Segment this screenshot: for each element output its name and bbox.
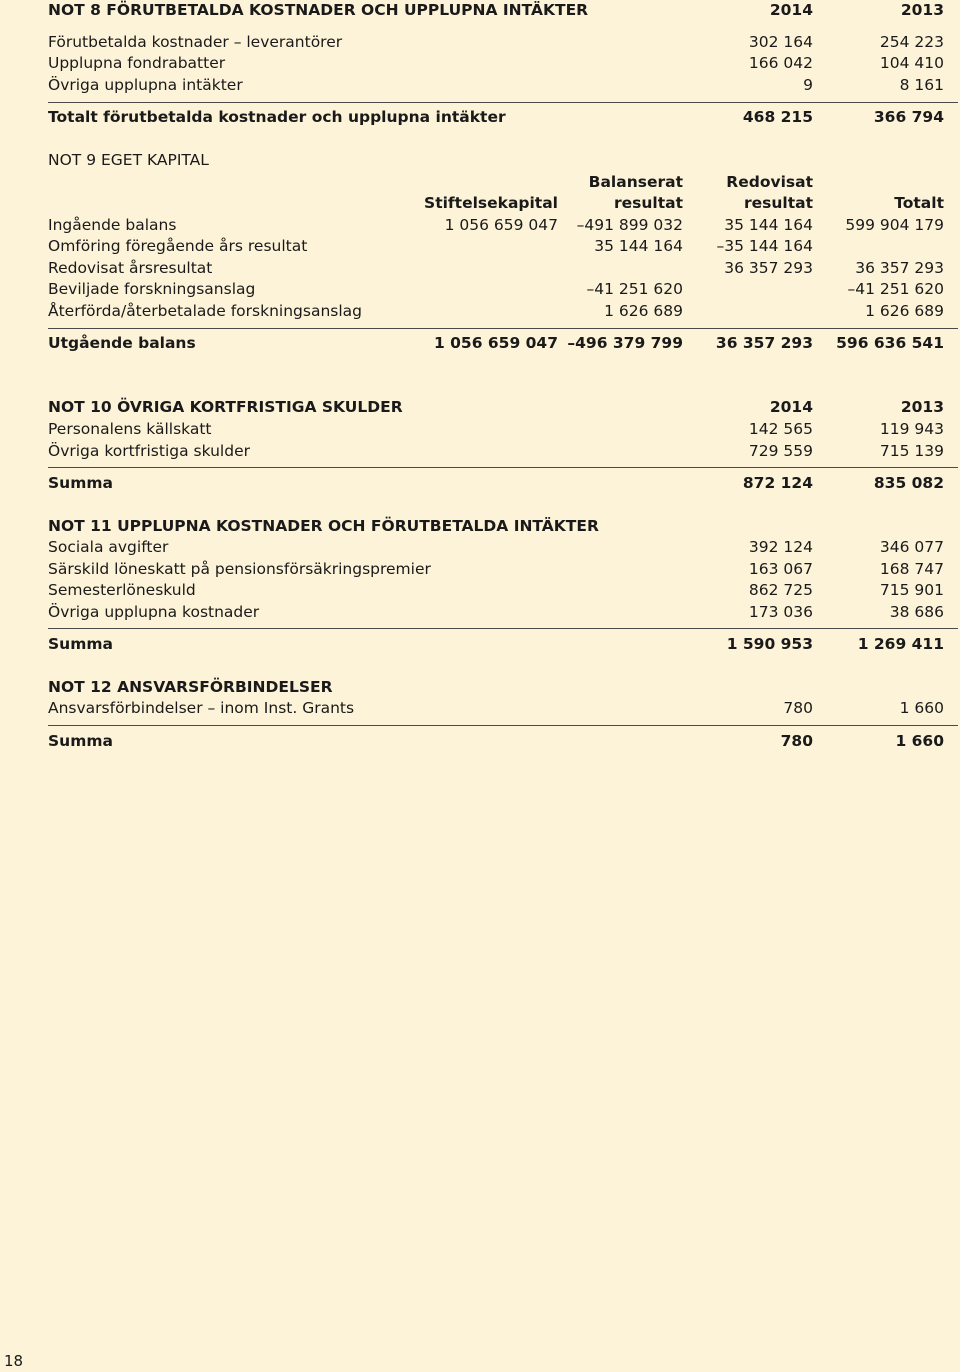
- value-2013: 715 901: [879, 581, 944, 599]
- total-row: [48, 730, 944, 752]
- row-label: Särskild löneskatt på pensionsförsäkringspremier: [48, 560, 431, 578]
- value-totalt: 36 357 293: [855, 259, 944, 277]
- value-redovisat: –35 144 164: [716, 237, 813, 255]
- row-label: Ingående balans: [48, 216, 177, 234]
- total-2014: 780: [780, 732, 813, 750]
- row-label: Personalens källskatt: [48, 420, 212, 438]
- total-2014: 468 215: [742, 108, 813, 126]
- total-redovisat: 36 357 293: [715, 334, 813, 352]
- table-row: [48, 235, 944, 257]
- value-2013: 168 747: [879, 560, 944, 578]
- note11-title: NOT 11 UPPLUPNA KOSTNADER OCH FÖRUTBETALDA INTÄKTER: [48, 517, 599, 535]
- total-2014: 1 590 953: [726, 635, 813, 653]
- table-row: [48, 558, 944, 580]
- divider: [48, 467, 958, 468]
- row-label: Omföring föregående års resultat: [48, 237, 308, 255]
- table-row: [48, 536, 944, 558]
- row-label: Upplupna fondrabatter: [48, 54, 226, 72]
- total-label: Summa: [48, 474, 113, 492]
- table-row: [48, 31, 944, 53]
- table-row: [48, 601, 944, 623]
- value-totalt: 1 626 689: [865, 302, 944, 320]
- total-2013: 1 269 411: [857, 635, 944, 653]
- note9-header: [48, 149, 944, 171]
- note12-title: NOT 12 ANSVARSFÖRBINDELSER: [48, 678, 333, 696]
- table-row: [48, 697, 944, 719]
- value-2013: 715 139: [879, 442, 944, 460]
- row-label: Förutbetalda kostnader – leverantörer: [48, 33, 343, 51]
- note8-col-2013: 2013: [900, 1, 944, 19]
- note12-header: [48, 676, 944, 698]
- note8-col-2014: 2014: [769, 1, 813, 19]
- value-totalt: 599 904 179: [845, 216, 944, 234]
- total-row: [48, 106, 944, 128]
- total-2013: 1 660: [895, 732, 944, 750]
- value-redovisat: 36 357 293: [724, 259, 813, 277]
- table-row: [48, 52, 944, 74]
- row-label: Ansvarsförbindelser – inom Inst. Grants: [48, 699, 355, 717]
- table-row: [48, 74, 944, 96]
- total-row: [48, 472, 944, 494]
- row-label: Återförda/återbetalade forskningsanslag: [48, 302, 363, 320]
- value-2014: 163 067: [748, 560, 813, 578]
- total-totalt: 596 636 541: [836, 334, 944, 352]
- header-redovisat-resultat: resultat: [743, 194, 813, 212]
- divider: [48, 102, 958, 103]
- table-row: [48, 440, 944, 462]
- divider: [48, 328, 958, 329]
- total-stiftelsekapital: 1 056 659 047: [433, 334, 558, 352]
- value-redovisat: 35 144 164: [724, 216, 813, 234]
- value-2013: 104 410: [879, 54, 944, 72]
- row-label: Övriga upplupna kostnader: [48, 603, 260, 621]
- total-row: [48, 633, 944, 655]
- note9-column-headers: [48, 192, 944, 214]
- value-2014: 862 725: [748, 581, 813, 599]
- total-label: Summa: [48, 635, 113, 653]
- total-row: [48, 332, 944, 354]
- total-label: Utgående balans: [48, 334, 196, 352]
- value-balanserat: –491 899 032: [576, 216, 683, 234]
- note8-header: [48, 0, 944, 21]
- row-label: Övriga kortfristiga skulder: [48, 442, 250, 460]
- value-2013: 346 077: [879, 538, 944, 556]
- header-stiftelsekapital: Stiftelsekapital: [424, 194, 558, 212]
- total-label: Summa: [48, 732, 113, 750]
- value-balanserat: 1 626 689: [604, 302, 683, 320]
- value-2014: 392 124: [748, 538, 813, 556]
- note8-title: NOT 8 FÖRUTBETALDA KOSTNADER OCH UPPLUPNA INTÄKTER: [48, 1, 589, 19]
- row-label: Sociala avgifter: [48, 538, 169, 556]
- note10-col-2013: 2013: [900, 398, 944, 416]
- total-2013: 366 794: [873, 108, 944, 126]
- value-2014: 166 042: [748, 54, 813, 72]
- value-2013: 1 660: [899, 699, 944, 717]
- value-2013: 8 161: [899, 76, 944, 94]
- total-2014: 872 124: [742, 474, 813, 492]
- value-balanserat: 35 144 164: [594, 237, 683, 255]
- value-2014: 729 559: [748, 442, 813, 460]
- note10-header: [48, 396, 944, 418]
- table-row: [48, 418, 944, 440]
- total-label: Totalt förutbetalda kostnader och upplupna intäkter: [48, 108, 506, 126]
- value-2013: 38 686: [889, 603, 944, 621]
- row-label: Övriga upplupna intäkter: [48, 76, 243, 94]
- header-balanserat-resultat: resultat: [613, 194, 683, 212]
- note10-title: NOT 10 ÖVRIGA KORTFRISTIGA SKULDER: [48, 398, 403, 416]
- note10-col-2014: 2014: [769, 398, 813, 416]
- note9-column-headers-top: [48, 171, 944, 193]
- note9-title: NOT 9 EGET KAPITAL: [48, 151, 209, 169]
- header-totalt: Totalt: [894, 194, 944, 212]
- row-label: Beviljade forskningsanslag: [48, 280, 256, 298]
- table-row: [48, 257, 944, 279]
- total-2013: 835 082: [873, 474, 944, 492]
- value-stiftelsekapital: 1 056 659 047: [444, 216, 558, 234]
- table-row: [48, 278, 944, 300]
- divider: [48, 628, 958, 629]
- value-2014: 173 036: [748, 603, 813, 621]
- value-2014: 780: [783, 699, 813, 717]
- value-2014: 142 565: [748, 420, 813, 438]
- value-balanserat: –41 251 620: [586, 280, 683, 298]
- table-row: [48, 300, 944, 322]
- value-2014: 302 164: [748, 33, 813, 51]
- value-2013: 254 223: [879, 33, 944, 51]
- note11-header: [48, 515, 944, 537]
- row-label: Semesterlöneskuld: [48, 581, 196, 599]
- value-2014: 9: [803, 76, 813, 94]
- table-row: [48, 214, 944, 236]
- divider: [48, 725, 958, 726]
- page-number: 18: [4, 1352, 24, 1370]
- value-2013: 119 943: [879, 420, 944, 438]
- total-balanserat: –496 379 799: [567, 334, 683, 352]
- header-balanserat: Balanserat: [588, 173, 683, 191]
- header-redovisat: Redovisat: [726, 173, 813, 191]
- row-label: Redovisat årsresultat: [48, 259, 213, 277]
- table-row: [48, 579, 944, 601]
- value-totalt: –41 251 620: [847, 280, 944, 298]
